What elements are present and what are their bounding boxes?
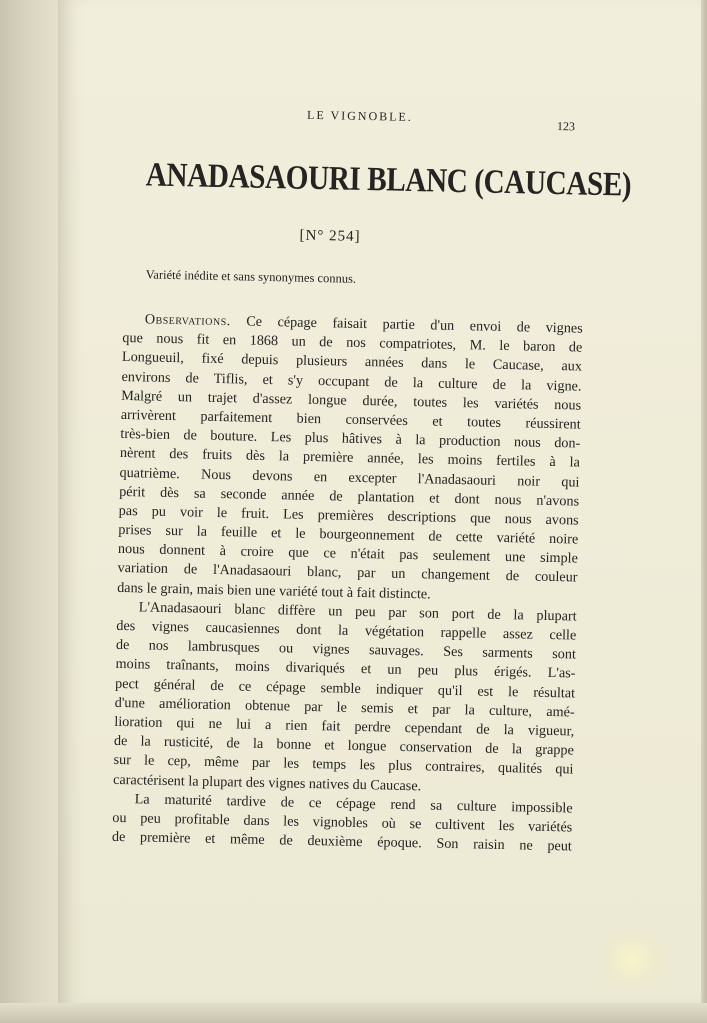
text-line: caractérisent la plupart des vignes natives du Caucase.: [112, 771, 422, 794]
text-line: très-bien de bouture. Les plus hâtives à la production nous don-: [120, 426, 581, 452]
text-line: pas pu voir le fruit. Les premières descriptions que nous avons: [118, 502, 579, 529]
text-line: nèrent des fruits dès la première année, les moins fertiles à la: [119, 445, 581, 471]
text-line: de première et même de deuxième époque. Son raisin ne peut: [111, 828, 573, 855]
text-line: La maturité tardive de ce cépage rend sa culture impossible: [134, 790, 573, 817]
page-text-block: [111, 70, 632, 857]
bottom-page-edge: [0, 1003, 707, 1023]
observations-lead: Observations.: [144, 311, 231, 330]
text-line: Malgré un trajet d'assez longue durée, toutes les variétés nous: [121, 387, 582, 414]
text-line: des vignes caucasiennes dont la végétation rappelle assez celle: [116, 617, 577, 644]
variety-note: Variété inédite et sans synonymes connus.: [145, 267, 357, 286]
text-line: périt dès sa seconde année de plantation et dont nous n'avons: [119, 483, 580, 510]
paragraph-observations: [117, 310, 583, 607]
text-line: que nous fit en 1868 un de nos compatriotes, M. le baron de: [122, 330, 583, 356]
text-line: quatrième. Nous devons en excepter l'Anadasaouri noir qui: [119, 464, 580, 491]
right-page-edge: [701, 0, 707, 1023]
running-title: LE VIGNOBLE.: [306, 107, 414, 124]
text-line: sur le cep, même par les temps les plus contraires, qualités qui: [113, 752, 574, 778]
paragraph-maturity: [112, 790, 573, 857]
text-line: dans le grain, mais bien une variété tout à fait distincte.: [116, 579, 431, 603]
text-line: pect général de ce cépage semble indiquer qu'il est le résultat: [114, 675, 576, 702]
text-line: d'une amélioration obtenue par le semis et par la culture, amé-: [114, 694, 575, 721]
text-line: lioration qui ne lui a rien fait perdre cependant de la vigueur,: [114, 713, 575, 740]
variety-number: [N° 254]: [299, 227, 361, 245]
paragraph-description: [113, 598, 577, 799]
text-line: de nos lambrusques ou vignes sauvages. Ses sarments sont: [115, 637, 577, 663]
page-title: ANADASAOURI BLANC (CAUCASE): [145, 156, 632, 204]
text-line: environs de Tiflis, et s'y occupant de la culture de la vigne.: [121, 368, 582, 395]
paper-stain: [600, 925, 680, 995]
text-line: moins traînants, moins divariqués et un peu plus érigés. L'as-: [115, 656, 576, 682]
left-page-edge: [0, 0, 58, 1023]
page-number: 123: [556, 118, 576, 134]
running-header: [127, 70, 588, 134]
text-line: nous donnent à croire que ce n'était pas seulement une simple: [117, 541, 579, 567]
text-line: prises sur la feuille et le bourgeonnement de cette variété noire: [118, 521, 579, 548]
text-line: ou peu profitable dans les vignobles où se cultivent les variétés: [112, 809, 573, 836]
text-line: L'Anadasaouri blanc diffère un peu par son port de la plupart: [138, 599, 577, 625]
text-line: Longueuil, fixé depuis plusieurs années dans le Caucase, aux: [121, 349, 583, 375]
text-line-content: Ce cépage faisait partie d'un envoi de vignes: [246, 313, 583, 337]
text-line: de la rusticité, de la bonne et longue conservation de la grappe: [113, 732, 575, 759]
text-line: variation de l'Anadasaouri blanc, par un changement de couleur: [117, 560, 578, 586]
body-text: [112, 310, 583, 857]
text-line: arrivèrent parfaitement bien conservées et toutes réussirent: [120, 406, 581, 433]
